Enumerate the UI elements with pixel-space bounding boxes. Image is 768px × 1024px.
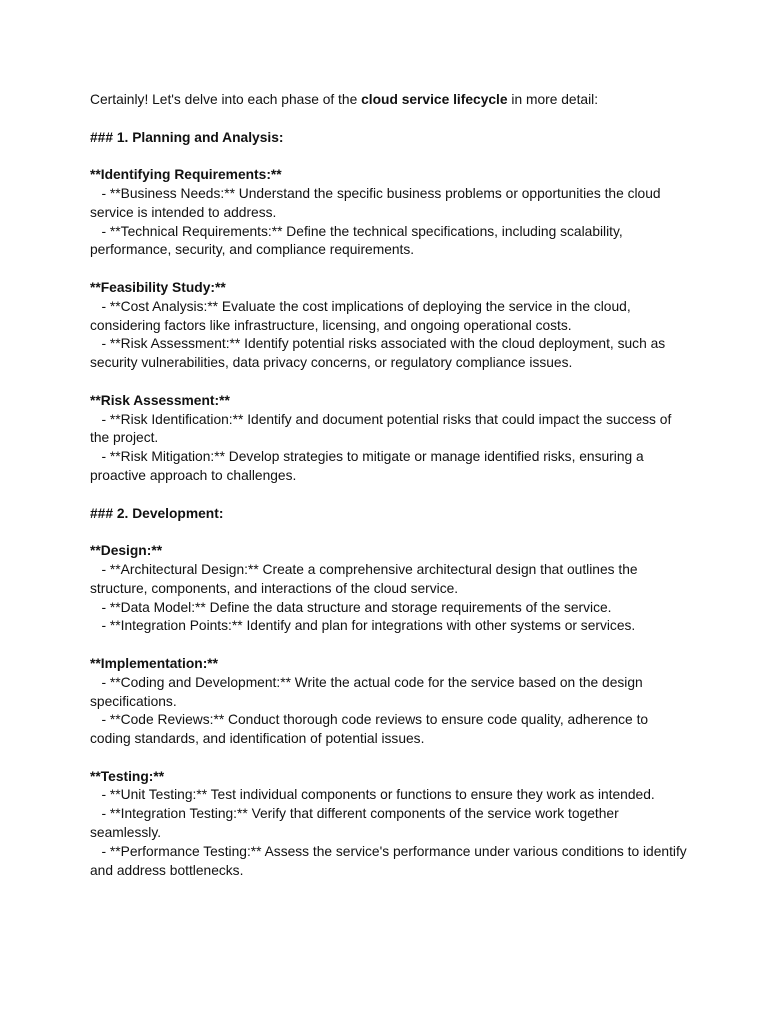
intro-text-end: in more detail: (507, 92, 599, 107)
document-page (90, 91, 690, 880)
list-item (90, 711, 690, 749)
list-item (90, 599, 690, 618)
list-item (90, 185, 690, 223)
list-item-text: - **Risk Identification:** Identify and document potential risks that could impact the success of the project. (90, 411, 676, 446)
list-item (90, 843, 690, 881)
list-item-text: - **Integration Testing:** Verify that different components of the service work together seamlessly. (90, 806, 623, 841)
list-item-text: - **Risk Mitigation:** Develop strategies to mitigate or manage identified risks, ensuring a proactive approach to challenges. (90, 449, 648, 483)
phase-1-heading: ### 1. Planning and Analysis: (90, 129, 284, 145)
section-title: **Design:** (90, 543, 163, 559)
section-title: **Implementation:** (90, 655, 219, 671)
list-item-text: - **Unit Testing:** Test individual components or functions to ensure they work as intended. (101, 787, 655, 803)
list-item-text: - **Code Reviews:** Conduct thorough code reviews to ensure code quality, adherence to coding standards, and identification of potential issues. (90, 712, 652, 747)
list-item-text: - **Architectural Design:** Create a comprehensive architectural design that outlines the structure, components, and interactions of the cloud service. (90, 561, 642, 596)
list-item-text: - **Risk Assessment:** Identify potential risks associated with the cloud deployment, such as security vulnerabilities, data privacy concerns, or regulatory compliance issues. (90, 336, 669, 371)
list-item-text: - **Coding and Development:** Write the actual code for the service based on the design specifications. (90, 674, 647, 709)
list-item (90, 298, 690, 336)
list-item (90, 617, 690, 636)
list-item (90, 674, 690, 712)
section-title: **Feasibility Study:** (90, 279, 226, 295)
list-item-text: - **Technical Requirements:** Define the technical specifications, including scalability, performance, security, and compliance requirements. (90, 223, 627, 258)
list-item (90, 805, 690, 843)
phase-2-heading: ### 2. Development: (90, 505, 224, 521)
intro-text: Certainly! Let's delve into each phase of the (90, 92, 362, 107)
list-item (90, 411, 690, 449)
section-title: **Identifying Requirements:** (90, 167, 282, 183)
list-item (90, 786, 690, 805)
list-item-text: - **Performance Testing:** Assess the service's performance under various conditions to identify and address bottlenecks. (90, 843, 691, 878)
list-item-text: - **Cost Analysis:** Evaluate the cost implications of deploying the service in the cloud, considering factors like infrastructure, licensing, and ongoing operational costs. (90, 298, 635, 333)
list-item-text: - **Integration Points:** Identify and plan for integrations with other systems or services. (101, 618, 636, 634)
list-item-text: - **Data Model:** Define the data structure and storage requirements of the service. (101, 599, 612, 615)
list-item-text: - **Business Needs:** Understand the specific business problems or opportunities the cloud service is intended to address. (90, 185, 665, 220)
list-item (90, 448, 690, 486)
list-item (90, 223, 690, 261)
intro-bold-text: cloud service lifecycle (361, 92, 508, 107)
section-title: **Risk Assessment:** (90, 392, 230, 408)
list-item (90, 335, 690, 373)
list-item (90, 561, 690, 599)
intro-paragraph (90, 91, 690, 110)
section-title: **Testing:** (90, 768, 165, 784)
